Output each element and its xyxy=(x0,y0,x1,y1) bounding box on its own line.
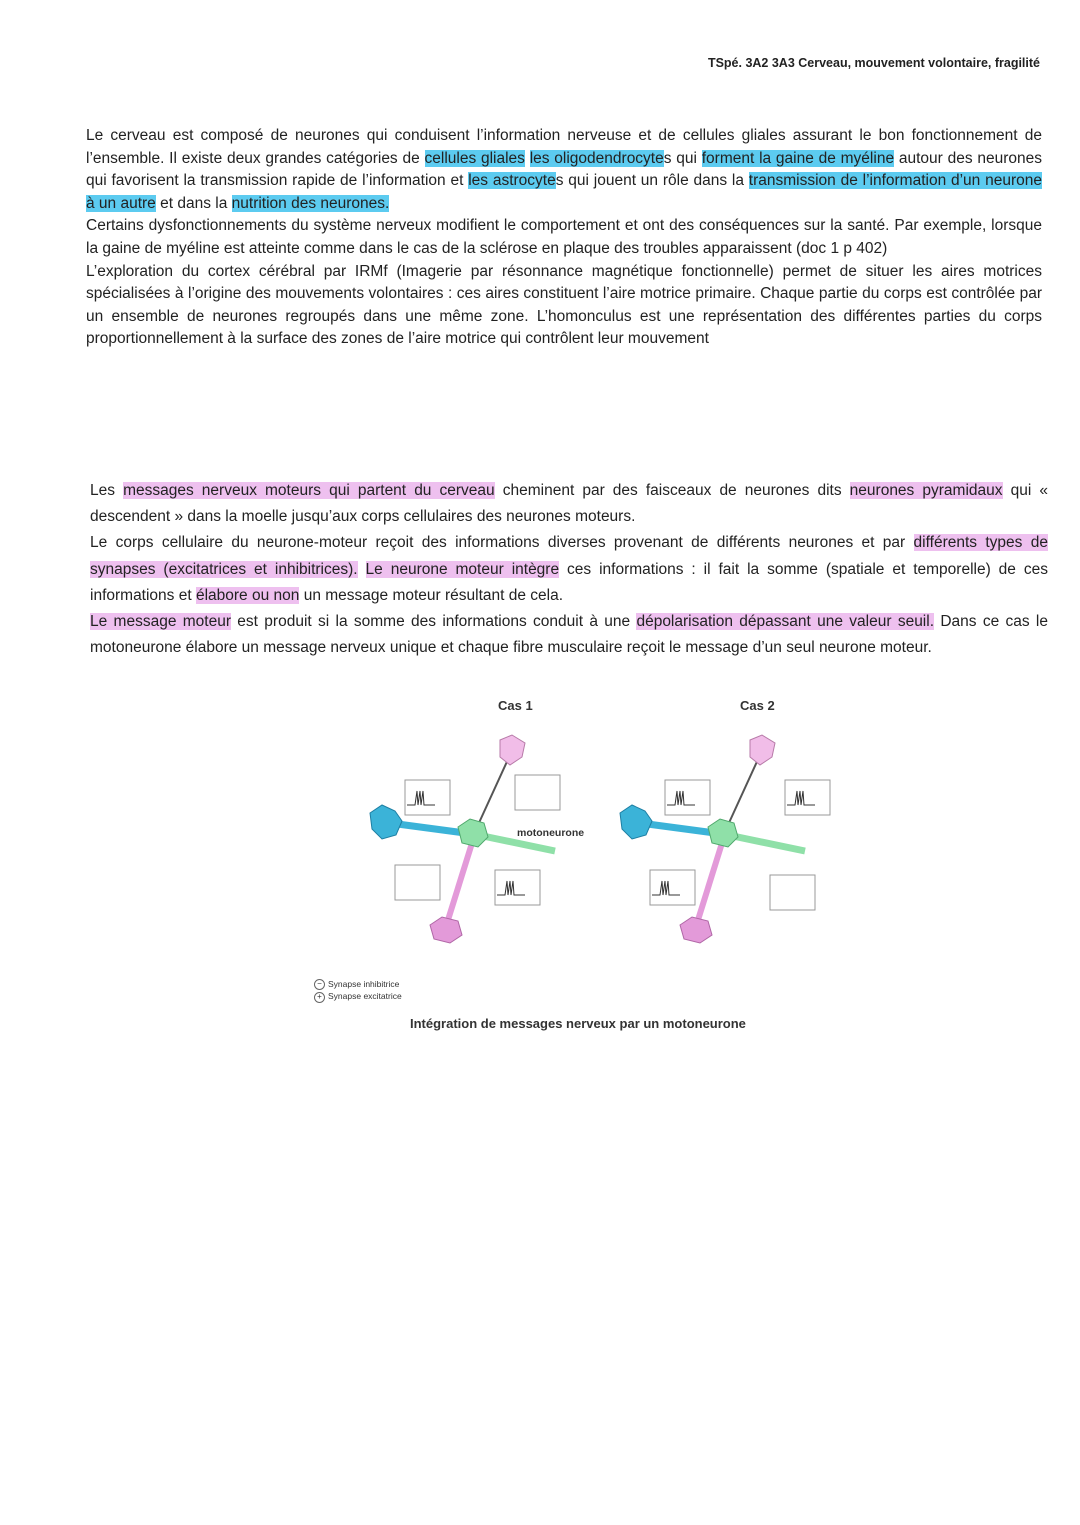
bottom-inhibitory-axon xyxy=(698,843,722,920)
legend xyxy=(314,978,402,1003)
highlight-blue: nutrition des neurones. xyxy=(231,194,390,212)
highlight-pink: différents types de synapses (excitatrices et inhibitrices). xyxy=(90,534,1048,578)
graph-box xyxy=(665,780,710,815)
excitatory-axon xyxy=(390,823,465,833)
text-line-irmf: L’exploration du cortex cérébral par IRMf (Imagerie par résonnance magnétique fonctionnelle) permet de situer les aires motrices spécialisées à l’origine des mouvements volontaires : ces aires constituent l’aire motrice primaire. Chaque partie du corps est contrôlée par un ensemble de neurones regroupés dans une même zone. L’homonculus est une représentation des différentes parties du corps proportionnellement à la surface des zones de l’aire motrice qui contrôlent leur mouvement xyxy=(86,262,1042,348)
legend-inhibitory-label: Synapse inhibitrice xyxy=(328,979,400,989)
graph-spikes xyxy=(497,881,525,895)
case2-label: Cas 2 xyxy=(740,698,775,713)
graph-box xyxy=(405,780,450,815)
case1-label: Cas 1 xyxy=(498,698,533,713)
graph-spikes xyxy=(652,881,680,895)
bottom-neuron-body xyxy=(680,917,712,943)
top-inhibitory-axon xyxy=(478,755,510,825)
text-segment: Les xyxy=(90,482,124,499)
text-segment: ces informations : il fait la somme (spatiale et temporelle) de ces informations et xyxy=(90,560,1048,604)
graph-box xyxy=(495,870,540,905)
top-inhibitory-axon xyxy=(728,755,760,825)
text-segment: Le corps cellulaire du neurone-moteur reçoit des informations diverses provenant de différents neurones et par xyxy=(90,534,914,552)
text-segment: s qui jouent un rôle dans la xyxy=(555,172,749,190)
highlight-pink: Le neurone moteur intègre xyxy=(365,560,560,578)
highlight-blue: les oligodendrocyte xyxy=(529,149,664,167)
paragraph-motor-messages xyxy=(90,478,1048,661)
paragraph-glial-cells xyxy=(86,125,1042,351)
text-segment: s qui xyxy=(663,149,702,167)
legend-excitatory-label: Synapse excitatrice xyxy=(328,991,402,1002)
text-segment xyxy=(525,150,530,167)
graph-box xyxy=(515,775,560,810)
case2-diagram xyxy=(620,735,830,943)
text-line-dysfunction: Certains dysfonctionnements du système nerveux modifient le comportement et ont des conséquences sur la santé. Par exemple, lorsque la gaine de myéline est atteinte comme dans le cas de la sclérose en plaque des troubles apparaissent (doc 1 p 402) xyxy=(86,217,1042,257)
highlight-blue: forment la gaine de myéline xyxy=(701,149,895,167)
top-neuron-body xyxy=(750,735,775,765)
text-segment: est produit si la somme des informations conduit à une xyxy=(231,613,637,631)
highlight-pink: élabore ou non xyxy=(195,586,300,604)
excitatory-neuron-body xyxy=(370,805,402,839)
motoneuron-axon xyxy=(728,835,805,851)
motoneuron-diagram xyxy=(360,725,840,955)
text-segment: qui « descendent » dans la moelle jusqu’aux corps cellulaires des neurones moteurs. xyxy=(90,482,1048,526)
text-segment: un message moteur résultant de cela. xyxy=(299,586,564,604)
highlight-pink: dépolarisation dépassant une valeur seuil. xyxy=(636,613,935,631)
plus-circle-icon: + xyxy=(314,992,325,1003)
highlight-blue: les astrocyte xyxy=(468,172,556,190)
text-segment: autour des neurones qui favorisent la transmission rapide de l’information et xyxy=(86,149,1042,190)
text-segment: cheminent par des faisceaux de neurones dits xyxy=(494,482,850,499)
graph-box xyxy=(785,780,830,815)
bottom-inhibitory-axon xyxy=(448,843,472,920)
graph-box xyxy=(650,870,695,905)
text-line-integration xyxy=(90,530,1048,609)
text-segment xyxy=(358,561,366,578)
highlight-pink: messages nerveux moteurs qui partent du cerveau xyxy=(123,482,495,499)
highlight-blue: transmission de l’information d’un neurone à un autre xyxy=(86,172,1042,212)
case1-diagram xyxy=(370,735,560,943)
page-header: TSpé. 3A2 3A3 Cerveau, mouvement volontaire, fragilité xyxy=(707,56,1040,70)
excitatory-axon xyxy=(640,823,715,833)
text-segment: Le cerveau est composé de neurones qui conduisent l’information nerveuse et de cellules gliales assurant le bon fonctionnement de l’ensemble. Il existe deux grandes catégories de xyxy=(86,127,1042,167)
legend-inhibitory xyxy=(314,978,402,990)
figure-caption: Intégration de messages nerveux par un motoneurone xyxy=(410,1016,746,1031)
highlight-pink: neurones pyramidaux xyxy=(849,482,1003,499)
motoneuron-label: motoneurone xyxy=(517,827,585,839)
bottom-neuron-body xyxy=(430,917,462,943)
graph-spikes xyxy=(407,791,435,805)
excitatory-neuron-body xyxy=(620,805,652,839)
graph-box xyxy=(770,875,815,910)
graph-spikes xyxy=(667,791,695,805)
motoneuron-body xyxy=(458,819,488,847)
graph-box xyxy=(395,865,440,900)
highlight-blue: cellules gliales xyxy=(424,149,525,167)
legend-excitatory xyxy=(314,990,402,1002)
highlight-pink: Le message moteur xyxy=(90,613,231,631)
minus-circle-icon: − xyxy=(314,979,325,990)
motoneuron-body xyxy=(708,819,738,847)
graph-spikes xyxy=(787,791,815,805)
text-segment: Dans ce cas le motoneurone élabore un message nerveux unique et chaque fibre musculaire reçoit le message d’un seul neurone moteur. xyxy=(90,613,1049,657)
text-line-threshold xyxy=(90,609,1048,661)
text-segment: et dans la xyxy=(155,194,232,212)
top-neuron-body xyxy=(500,735,525,765)
